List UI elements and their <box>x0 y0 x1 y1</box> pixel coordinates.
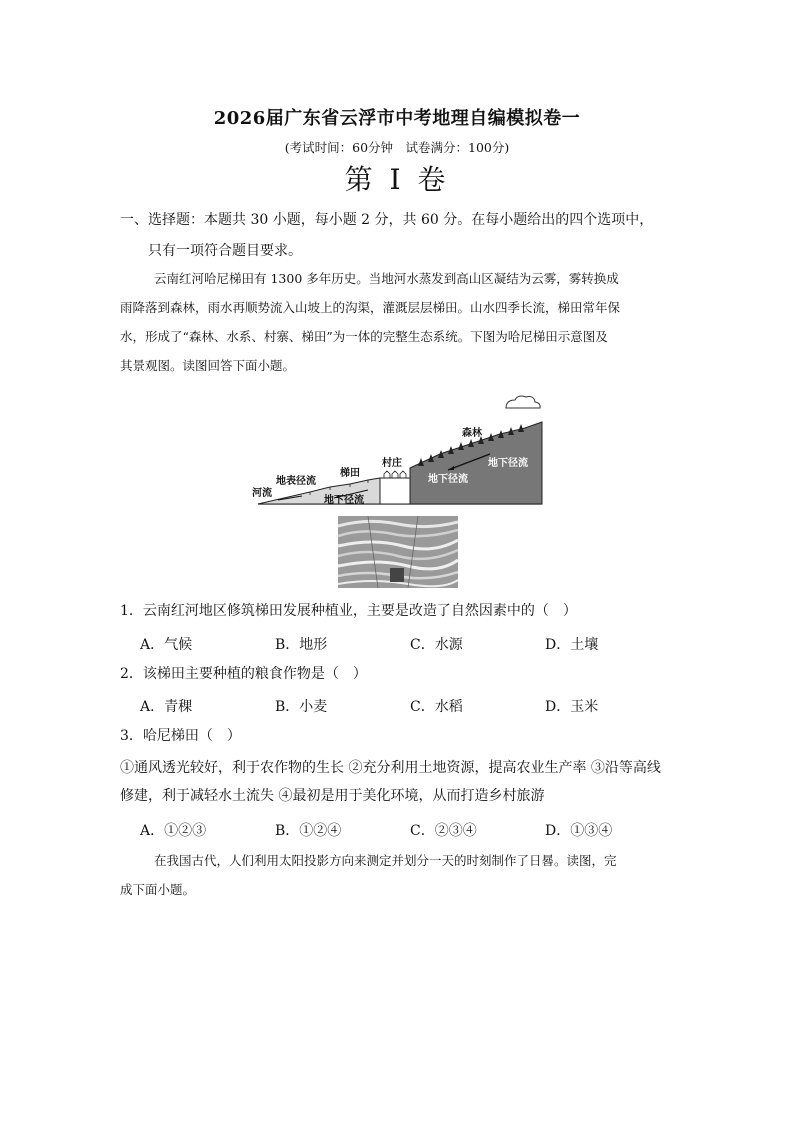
option-a: A．①②③ <box>140 823 207 839</box>
passage-1-line: 其景观图。读图回答下面小题。 <box>120 358 296 373</box>
label-underground-left: 地下径流 <box>324 495 364 506</box>
question-1-options <box>140 634 680 654</box>
section-line-2: 只有一项符合题目要求。 <box>148 243 302 259</box>
option-d: D．玉米 <box>545 699 599 715</box>
option-a: A．青稞 <box>140 699 193 715</box>
statement-line: 修建，利于减轻水土流失 ④最初是用于美化环境，从而打造乡村旅游 <box>120 788 545 804</box>
passage-1-line: 雨降落到森林，雨水再顺势流入山坡上的沟渠，灌溉层层梯田。山水四季长流，梯田常年保 <box>120 300 621 315</box>
label-terrace: 梯田 <box>340 468 360 479</box>
section-line-1: 一、选择题：本题共 30 小题，每小题 2 分，共 60 分。在每小题给出的四个选项中， <box>120 212 654 228</box>
label-surface-runoff: 地表径流 <box>276 476 316 487</box>
terrace-photo <box>338 516 458 588</box>
cloud-icon <box>506 396 540 408</box>
option-b: B．①②④ <box>275 823 342 839</box>
option-c: C．②③④ <box>410 823 477 839</box>
exam-subtitle: (考试时间：60分钟 试卷满分：100分) <box>284 140 510 155</box>
village-houses <box>384 471 406 478</box>
volume-heading: 第 I 卷 <box>344 163 450 196</box>
option-c: C．水源 <box>410 637 463 653</box>
option-a: A．气候 <box>140 637 193 653</box>
question-3-statements <box>120 754 680 810</box>
question-3: 3．哈尼梯田（ ） <box>120 728 241 744</box>
label-forest: 森林 <box>462 428 482 439</box>
passage-1 <box>120 264 680 380</box>
passage-2 <box>120 846 680 904</box>
section-instruction <box>120 205 680 267</box>
option-d: D．土壤 <box>545 637 599 653</box>
label-underground-mid: 地下径流 <box>428 474 468 485</box>
passage-2-line: 成下面小题。 <box>120 882 196 897</box>
passage-1-line: 水，形成了“森林、水系、村寨、梯田”为一体的完整生态系统。下图为哈尼梯田示意图及 <box>120 329 608 344</box>
option-c: C．水稻 <box>410 699 463 715</box>
passage-1-line: 云南红河哈尼梯田有 1300 多年历史。当地河水蒸发到高山区凝结为云雾，雾转换成 <box>154 271 619 286</box>
village-block <box>380 478 410 504</box>
question-1: 1．云南红河地区修筑梯田发展种植业，主要是改造了自然因素中的（ ） <box>120 603 577 619</box>
label-village: 村庄 <box>382 458 402 469</box>
statement-line: ①通风透光较好，利于农作物的生长 ②充分利用土地资源，提高农业生产率 ③沿等高线 <box>120 760 661 776</box>
option-b: B．小麦 <box>275 699 328 715</box>
label-underground-right: 地下径流 <box>488 458 528 469</box>
question-2-options <box>140 696 680 716</box>
question-2: 2．该梯田主要种植的粮食作物是（ ） <box>120 666 367 682</box>
terrace-diagram <box>250 392 550 510</box>
label-river: 河流 <box>252 488 272 499</box>
question-3-options <box>140 820 680 840</box>
option-d: D．①③④ <box>545 823 613 839</box>
passage-2-line: 在我国古代，人们利用太阳投影方向来测定并划分一天的时刻制作了日晷。读图，完 <box>154 853 617 868</box>
exam-title: 2026届广东省云浮市中考地理自编模拟卷一 <box>213 108 581 129</box>
option-b: B．地形 <box>275 637 328 653</box>
